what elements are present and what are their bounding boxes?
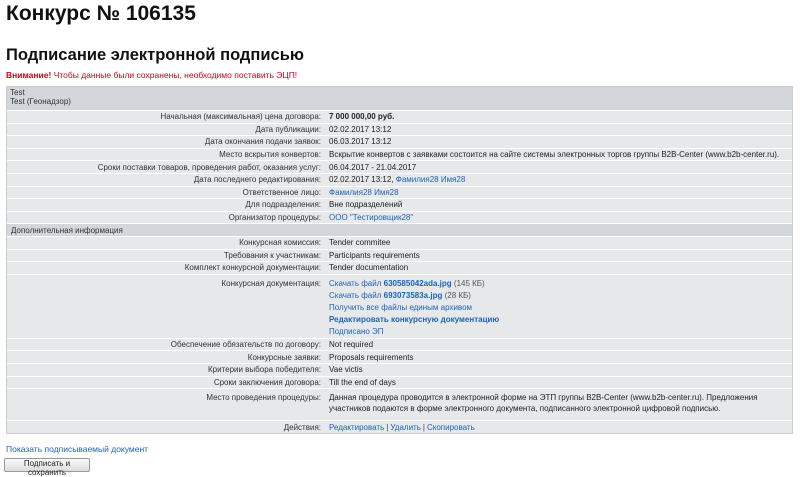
table-row xyxy=(7,351,792,364)
section-title: Дополнительная информация xyxy=(7,224,792,237)
separator: | xyxy=(422,422,425,432)
edit-link[interactable]: Редактировать xyxy=(329,422,385,432)
signed-link[interactable]: Подписано ЭП xyxy=(329,326,384,336)
criteria-value: Vae victis xyxy=(325,363,792,376)
tender-info-card xyxy=(6,86,793,434)
row-label: Критерии выбора победителя: xyxy=(7,363,325,376)
table-row xyxy=(7,211,792,224)
row-label: Конкурсная комиссия: xyxy=(7,236,325,249)
page-subtitle: Подписание электронной подписью xyxy=(6,46,304,64)
security-value: Not required xyxy=(325,338,792,351)
file-name: 630585042ada.jpg xyxy=(383,278,452,288)
table-row xyxy=(7,274,792,338)
file-size: (145 КБ) xyxy=(453,278,485,288)
file-item xyxy=(329,290,788,302)
card-header xyxy=(7,87,792,110)
file-download-link[interactable] xyxy=(329,279,452,288)
show-document-link[interactable]: Показать подписываемый документ xyxy=(6,444,149,454)
archive-link[interactable]: Получить все файлы единым архивом xyxy=(329,302,473,312)
requirements-value: Participants requirements xyxy=(325,249,792,262)
row-label: Для подразделения: xyxy=(7,199,325,212)
table-row xyxy=(7,148,792,161)
deadline-value: 06.03.2017 13:12 xyxy=(325,136,792,149)
row-label: Место вскрытия конвертов: xyxy=(7,148,325,161)
contract-terms-value: Till the end of days xyxy=(325,376,792,389)
row-label: Конкурсная документация: xyxy=(7,274,325,338)
doc-set-value: Tender documentation xyxy=(325,262,792,275)
table-row xyxy=(7,173,792,186)
table-row xyxy=(7,262,792,275)
table-row xyxy=(7,363,792,376)
editor-link[interactable]: Фамилия28 Имя28 xyxy=(395,175,466,185)
info-table xyxy=(7,110,792,433)
warning-label: Внимание! xyxy=(6,70,52,80)
row-label: Требования к участникам: xyxy=(7,249,325,262)
warning-text: Чтобы данные были сохранены, необходимо поставить ЭЦП! xyxy=(51,70,298,80)
table-row xyxy=(7,376,792,389)
table-row xyxy=(7,161,792,174)
table-row xyxy=(7,236,792,249)
organizer-link[interactable]: ООО "Тестировщик28" xyxy=(329,213,414,223)
table-row xyxy=(7,389,792,421)
responsible-cell xyxy=(325,186,792,199)
docs-list xyxy=(325,274,792,338)
download-prefix: Скачать файл xyxy=(329,290,382,300)
row-label: Дата последнего редактирования: xyxy=(7,173,325,186)
table-row xyxy=(7,111,792,124)
file-download-link[interactable] xyxy=(329,291,442,300)
file-item xyxy=(329,278,788,290)
archive-item xyxy=(329,302,788,314)
row-label: Ответственное лицо: xyxy=(7,186,325,199)
row-label: Действия: xyxy=(7,421,325,434)
file-name: 693073583a.jpg xyxy=(383,290,443,300)
organizer-cell xyxy=(325,211,792,224)
table-row xyxy=(7,136,792,149)
row-label: Дата окончания подачи заявок: xyxy=(7,136,325,149)
card-header-line2: Test (Геонадзор) xyxy=(10,97,71,106)
edited-cell xyxy=(325,173,792,186)
edited-value: 02.02.2017 13:12, xyxy=(329,175,394,185)
venue-value: Данная процедура проводится в электронной форме на ЭТП группы B2B-Center (www.b2b-center.ru). Предложения участников подаются в форме электронного документа, подписанного электронной цифровой подписью. xyxy=(325,389,792,421)
card-header-line1: Test xyxy=(10,88,25,97)
page-title: Конкурс № 106135 xyxy=(6,2,196,25)
signed-item xyxy=(329,326,788,338)
copy-link[interactable]: Скопировать xyxy=(426,422,475,432)
commission-value: Tender commitee xyxy=(325,236,792,249)
download-prefix: Скачать файл xyxy=(329,278,382,288)
applications-value: Proposals requirements xyxy=(325,351,792,364)
published-value: 02.02.2017 13:12 xyxy=(325,123,792,136)
division-value: Вне подразделений xyxy=(325,199,792,212)
opening-value: Вскрытие конвертов с заявками состоится на сайте системы электронных торгов группы B2B-Center (www.b2b-center.ru). xyxy=(325,148,792,161)
terms-value: 06.04.2017 - 21.04.2017 xyxy=(325,161,792,174)
file-size: (28 КБ) xyxy=(444,290,471,300)
row-label: Начальная (максимальная) цена договора: xyxy=(7,111,325,124)
row-label: Место проведения процедуры: xyxy=(7,389,325,421)
actions-cell xyxy=(325,421,792,434)
row-label: Сроки поставки товаров, проведения работ, оказания услуг: xyxy=(7,161,325,174)
table-row xyxy=(7,186,792,199)
row-label: Конкурсные заявки: xyxy=(7,351,325,364)
table-row xyxy=(7,199,792,212)
section-header xyxy=(7,224,792,237)
warning-message xyxy=(6,70,297,80)
row-label: Обеспечение обязательств по договору: xyxy=(7,338,325,351)
price-value: 7 000 000,00 руб. xyxy=(325,111,792,124)
table-row xyxy=(7,338,792,351)
separator: | xyxy=(386,422,389,432)
sign-and-save-button[interactable]: Подписать и сохранить xyxy=(4,458,90,472)
row-label: Сроки заключения договора: xyxy=(7,376,325,389)
edit-docs-link[interactable]: Редактировать конкурсную документацию xyxy=(329,314,500,324)
table-row xyxy=(7,249,792,262)
delete-link[interactable]: Удалить xyxy=(390,422,421,432)
row-label: Комплект конкурсной документации: xyxy=(7,262,325,275)
table-row xyxy=(7,123,792,136)
responsible-link[interactable]: Фамилия28 Имя28 xyxy=(329,187,399,197)
edit-docs-item xyxy=(329,314,788,326)
row-label: Организатор процедуры: xyxy=(7,211,325,224)
table-row xyxy=(7,421,792,434)
row-label: Дата публикации: xyxy=(7,123,325,136)
